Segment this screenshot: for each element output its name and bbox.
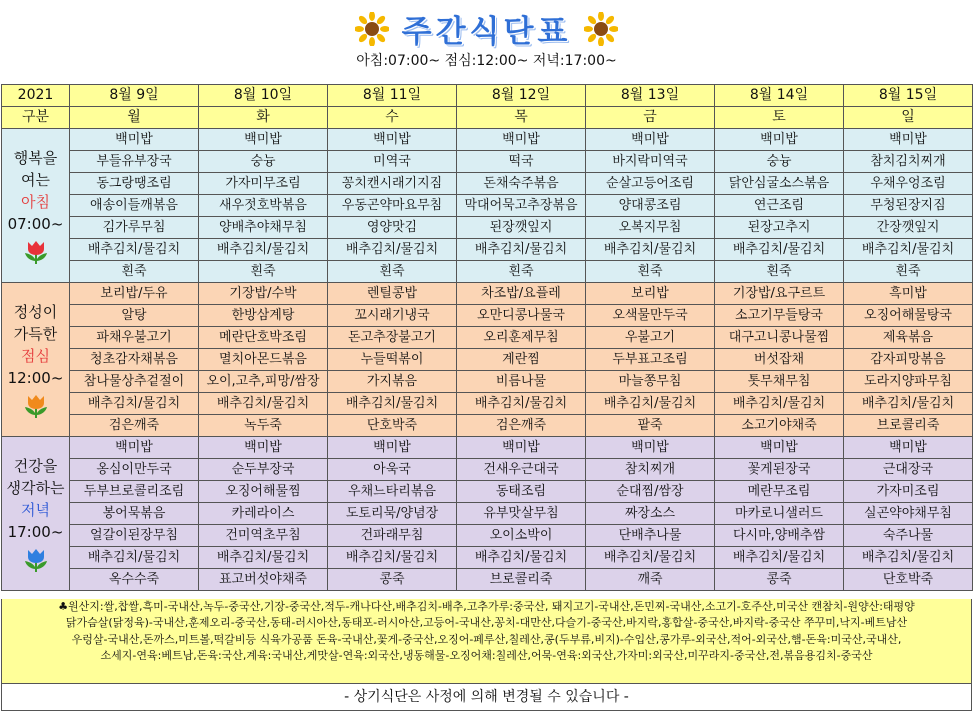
menu-item-cell: 무청된장지짐 [844,195,973,217]
menu-item-cell: 가자미무조림 [199,173,328,195]
menu-item-cell: 두부브로콜리조림 [70,481,199,503]
meal-label-line: 건강을 [13,456,58,475]
menu-item-cell: 기장밥/요구르트 [715,283,844,305]
menu-row [2,371,973,393]
menu-item-cell: 떡국 [457,151,586,173]
menu-item-cell: 우동곤약마요무침 [328,195,457,217]
menu-item-cell: 보리밥/두유 [70,283,199,305]
menu-item-cell: 배추김치/물김치 [586,393,715,415]
menu-item-cell: 참치찌개 [586,459,715,481]
menu-item-cell: 배추김치/물김치 [586,239,715,261]
menu-item-cell: 백미밥 [715,129,844,151]
menu-item-cell: 순살고등어조림 [586,173,715,195]
origin-line: 우렁살-국내산,돈까스,미트볼,떡갈비등 식육가공품 돈육-국내산,꽃게-중국산,오징어-페루산,칠레산,콩(두부류,비지)-수입산,콩가루-외국산,적어-외국산,햄-돈육:미국산,국내산, [71,632,902,646]
menu-item-cell: 된장고추지 [715,217,844,239]
menu-item-cell: 검은깨죽 [457,415,586,437]
menu-item-cell: 유부맛살무침 [457,503,586,525]
menu-item-cell: 기장밥/수박 [199,283,328,305]
menu-item-cell: 브로콜리죽 [844,415,973,437]
menu-item-cell: 막대어묵고추장볶음 [457,195,586,217]
menu-item-cell: 배추김치/물김치 [844,239,973,261]
menu-item-cell: 배추김치/물김치 [70,239,199,261]
menu-row [2,503,973,525]
menu-item-cell: 팥죽 [586,415,715,437]
menu-item-cell: 다시마,양배추쌈 [715,525,844,547]
menu-item-cell: 배추김치/물김치 [457,239,586,261]
menu-item-cell: 버섯잡채 [715,349,844,371]
weekday-cell: 월 [70,107,199,129]
menu-item-cell: 배추김치/물김치 [199,547,328,569]
menu-item-cell: 오이,고추,피망/쌈장 [199,371,328,393]
weekday-cell: 일 [844,107,973,129]
meal-label-line: 행복을 [13,148,58,167]
menu-item-cell: 두부표고조림 [586,349,715,371]
menu-item-cell: 백미밥 [586,437,715,459]
menu-row [2,151,973,173]
menu-item-cell: 순대찜/쌈장 [586,481,715,503]
menu-row [2,217,973,239]
meal-label-line: 정성이 [13,302,58,321]
menu-item-cell: 오이소박이 [457,525,586,547]
menu-item-cell: 바지락미역국 [586,151,715,173]
menu-item-cell: 꽁치캔시래기지짐 [328,173,457,195]
menu-item-cell: 흰죽 [586,261,715,283]
menu-item-cell: 백미밥 [457,437,586,459]
menu-item-cell: 렌틸콩밥 [328,283,457,305]
menu-item-cell: 영양맛김 [328,217,457,239]
menu-item-cell: 우채우엉조림 [844,173,973,195]
menu-row [2,195,973,217]
menu-item-cell: 흰죽 [715,261,844,283]
menu-row [2,349,973,371]
date-cell: 8월 9일 [70,85,199,107]
meal-label-line: 가득한 [13,324,58,343]
menu-item-cell: 배추김치/물김치 [70,547,199,569]
menu-item-cell: 돈채숙주볶음 [457,173,586,195]
menu-item-cell: 계란찜 [457,349,586,371]
menu-row [2,415,973,437]
meal-name: 저녁 [21,500,50,519]
menu-item-cell: 미역국 [328,151,457,173]
weekday-cell: 수 [328,107,457,129]
meal-label-cell [2,437,70,591]
menu-item-cell: 김가루무침 [70,217,199,239]
menu-row [2,173,973,195]
menu-item-cell: 단배추나물 [586,525,715,547]
menu-item-cell: 숭늉 [715,151,844,173]
menu-item-cell: 배추김치/물김치 [70,393,199,415]
menu-item-cell: 제육볶음 [844,327,973,349]
menu-item-cell: 오색물만두국 [586,305,715,327]
sunflower-icon [584,12,618,46]
menu-item-cell: 봉어묵볶음 [70,503,199,525]
menu-item-cell: 동태조림 [457,481,586,503]
menu-item-cell: 마늘쫑무침 [586,371,715,393]
meal-name: 점심 [21,346,50,365]
menu-item-cell: 백미밥 [328,437,457,459]
menu-item-cell: 순두부장국 [199,459,328,481]
menu-item-cell: 메란무조림 [715,481,844,503]
menu-item-cell: 양배추야채무침 [199,217,328,239]
menu-row [2,547,973,569]
menu-item-cell: 배추김치/물김치 [844,547,973,569]
menu-item-cell: 건파래무침 [328,525,457,547]
menu-item-cell: 옹심이만두국 [70,459,199,481]
menu-item-cell: 멸치아몬드볶음 [199,349,328,371]
menu-item-cell: 우채느타리볶음 [328,481,457,503]
menu-row [2,525,973,547]
blue-tulip-icon [22,547,50,573]
menu-item-cell: 꽃게된장국 [715,459,844,481]
menu-item-cell: 마카로니샐러드 [715,503,844,525]
date-cell: 8월 13일 [586,85,715,107]
menu-item-cell: 배추김치/물김치 [457,547,586,569]
menu-item-cell: 백미밥 [199,437,328,459]
menu-item-cell: 백미밥 [199,129,328,151]
menu-item-cell: 가자미조림 [844,481,973,503]
meal-label-cell [2,129,70,283]
menu-row [2,305,973,327]
menu-item-cell: 메란단호박조림 [199,327,328,349]
menu-item-cell: 돈고추장불고기 [328,327,457,349]
menu-item-cell: 참치김치찌개 [844,151,973,173]
menu-item-cell: 흰죽 [70,261,199,283]
menu-item-cell: 배추김치/물김치 [328,547,457,569]
menu-item-cell: 배추김치/물김치 [844,393,973,415]
menu-item-cell: 한방삼계탕 [199,305,328,327]
menu-row [2,283,973,305]
weekday-cell: 화 [199,107,328,129]
origin-info [1,599,972,684]
menu-row [2,437,973,459]
menu-row [2,481,973,503]
menu-item-cell: 백미밥 [70,437,199,459]
menu-item-cell: 청초감자채볶음 [70,349,199,371]
menu-item-cell: 백미밥 [586,129,715,151]
menu-item-cell: 녹두죽 [199,415,328,437]
menu-item-cell: 숙주나물 [844,525,973,547]
menu-item-cell: 오리훈제무침 [457,327,586,349]
menu-item-cell: 배추김치/물김치 [715,393,844,415]
menu-item-cell: 참나물상추겉절이 [70,371,199,393]
menu-item-cell: 파채우불고기 [70,327,199,349]
menu-item-cell: 흰죽 [844,261,973,283]
menu-item-cell: 백미밥 [457,129,586,151]
weekday-cell: 토 [715,107,844,129]
date-cell: 8월 15일 [844,85,973,107]
menu-item-cell: 애송이들깨볶음 [70,195,199,217]
menu-item-cell: 양대콩조림 [586,195,715,217]
menu-item-cell: 백미밥 [70,129,199,151]
menu-item-cell: 얼갈이된장무침 [70,525,199,547]
menu-item-cell: 백미밥 [328,129,457,151]
menu-item-cell: 건미역초무침 [199,525,328,547]
menu-item-cell: 배추김치/물김치 [199,393,328,415]
menu-item-cell: 표고버섯야채죽 [199,569,328,591]
menu-row [2,569,973,591]
menu-item-cell: 흰죽 [199,261,328,283]
menu-item-cell: 백미밥 [844,129,973,151]
date-cell: 8월 14일 [715,85,844,107]
menu-item-cell: 흰죽 [457,261,586,283]
meal-time: 12:00~ [7,368,64,387]
menu-item-cell: 흰죽 [328,261,457,283]
year-cell: 2021 [2,85,70,107]
menu-item-cell: 짜장소스 [586,503,715,525]
menu-item-cell: 옥수수죽 [70,569,199,591]
menu-item-cell: 닭안심굴소스볶음 [715,173,844,195]
menu-row [2,261,973,283]
menu-row [2,129,973,151]
menu-item-cell: 된장깻잎지 [457,217,586,239]
menu-item-cell: 꼬시래기냉국 [328,305,457,327]
menu-row [2,393,973,415]
menu-item-cell: 흑미밥 [844,283,973,305]
menu-item-cell: 깨죽 [586,569,715,591]
menu-row [2,239,973,261]
sunflower-icon [355,12,389,46]
menu-item-cell: 알탕 [70,305,199,327]
menu-item-cell: 차조밥/요플레 [457,283,586,305]
meal-label-cell [2,283,70,437]
menu-item-cell: 오복지무침 [586,217,715,239]
origin-line: 소세지-연육:베트남,돈육:국산,계육:국내산,게맛살-연육:외국산,냉동해물-오징어채:칠레산,어묵-연육:외국산,가자미:외국산,미꾸라지-중국산,전,볶음용김치-중국산 [100,649,873,663]
weekday-cell: 금 [586,107,715,129]
menu-item-cell: 단호박죽 [844,569,973,591]
menu-item-cell: 브로콜리죽 [457,569,586,591]
menu-item-cell: 가지볶음 [328,371,457,393]
menu-item-cell: 소고기무들탕국 [715,305,844,327]
origin-line: 닭가슴살(닭정육)-국내산,훈제오리-중국산,동태-러시아산,동태포-러시아산,고등어-국내산,꽁치-대만산,다슬기-중국산,바지락,홍합살-중국산,바지락-중국산 쭈꾸미,낙지-베트남산 [65,616,908,630]
menu-item-cell: 배추김치/물김치 [457,393,586,415]
menu-item-cell: 숭늉 [199,151,328,173]
menu-item-cell: 콩죽 [328,569,457,591]
menu-item-cell: 간장깻잎지 [844,217,973,239]
menu-item-cell: 배추김치/물김치 [328,393,457,415]
menu-item-cell: 콩죽 [715,569,844,591]
menu-item-cell: 소고기야채죽 [715,415,844,437]
red-tulip-icon [22,239,50,265]
menu-item-cell: 근대장국 [844,459,973,481]
menu-item-cell: 단호박죽 [328,415,457,437]
change-notice: - 상기식단은 사정에 의해 변경될 수 있습니다 - [1,684,972,711]
menu-item-cell: 백미밥 [844,437,973,459]
menu-item-cell: 보리밥 [586,283,715,305]
menu-item-cell: 오징어해물탕국 [844,305,973,327]
title-row [0,6,973,51]
date-row [2,85,973,107]
menu-item-cell: 배추김치/물김치 [199,239,328,261]
menu-item-cell: 우불고기 [586,327,715,349]
page-title: 주간식단표 [401,14,572,50]
meal-time: 07:00~ [7,214,64,233]
weekday-cell: 목 [457,107,586,129]
menu-item-cell: 배추김치/물김치 [586,547,715,569]
meal-label-line: 여는 [21,170,50,189]
meal-label-line: 생각하는 [6,478,65,497]
date-cell: 8월 11일 [328,85,457,107]
menu-item-cell: 동그랑땡조림 [70,173,199,195]
date-cell: 8월 10일 [199,85,328,107]
origin-line: ♣원산지:쌀,찹쌀,흑미-국내산,녹두-중국산,기장-중국산,적두-캐나다산,배추김치-배추,고추가루:중국산, 돼지고기-국내산,돈민찌-국내산,소고기-호주산,미국산 캔참치-원양산:태평양 [58,600,915,613]
menu-item-cell: 감자피망볶음 [844,349,973,371]
menu-item-cell: 검은깨죽 [70,415,199,437]
menu-item-cell: 도토리묵/양념장 [328,503,457,525]
menu-item-cell: 새우젓호박볶음 [199,195,328,217]
menu-item-cell: 실곤약야채무침 [844,503,973,525]
menu-item-cell: 아욱국 [328,459,457,481]
section-label-cell: 구분 [2,107,70,129]
menu-header [0,0,973,84]
menu-item-cell: 배추김치/물김치 [715,547,844,569]
menu-item-cell: 건새우근대국 [457,459,586,481]
menu-item-cell: 비름나물 [457,371,586,393]
menu-item-cell: 대구고니콩나물찜 [715,327,844,349]
menu-table [1,84,973,591]
weekday-row [2,107,973,129]
menu-item-cell: 연근조림 [715,195,844,217]
meal-times: 아침:07:00~ 점심:12:00~ 저녁:17:00~ [356,53,617,69]
menu-item-cell: 오만디콩나물국 [457,305,586,327]
menu-item-cell: 카레라이스 [199,503,328,525]
menu-item-cell: 백미밥 [715,437,844,459]
menu-item-cell: 누들떡볶이 [328,349,457,371]
menu-item-cell: 오징어해물찜 [199,481,328,503]
menu-item-cell: 톳무채무침 [715,371,844,393]
meal-time: 17:00~ [7,522,64,541]
date-cell: 8월 12일 [457,85,586,107]
menu-row [2,327,973,349]
menu-row [2,459,973,481]
menu-item-cell: 배추김치/물김치 [328,239,457,261]
orange-tulip-icon [22,393,50,419]
menu-item-cell: 배추김치/물김치 [715,239,844,261]
menu-item-cell: 도라지양파무침 [844,371,973,393]
meal-name: 아침 [21,192,50,211]
menu-item-cell: 부들유부장국 [70,151,199,173]
